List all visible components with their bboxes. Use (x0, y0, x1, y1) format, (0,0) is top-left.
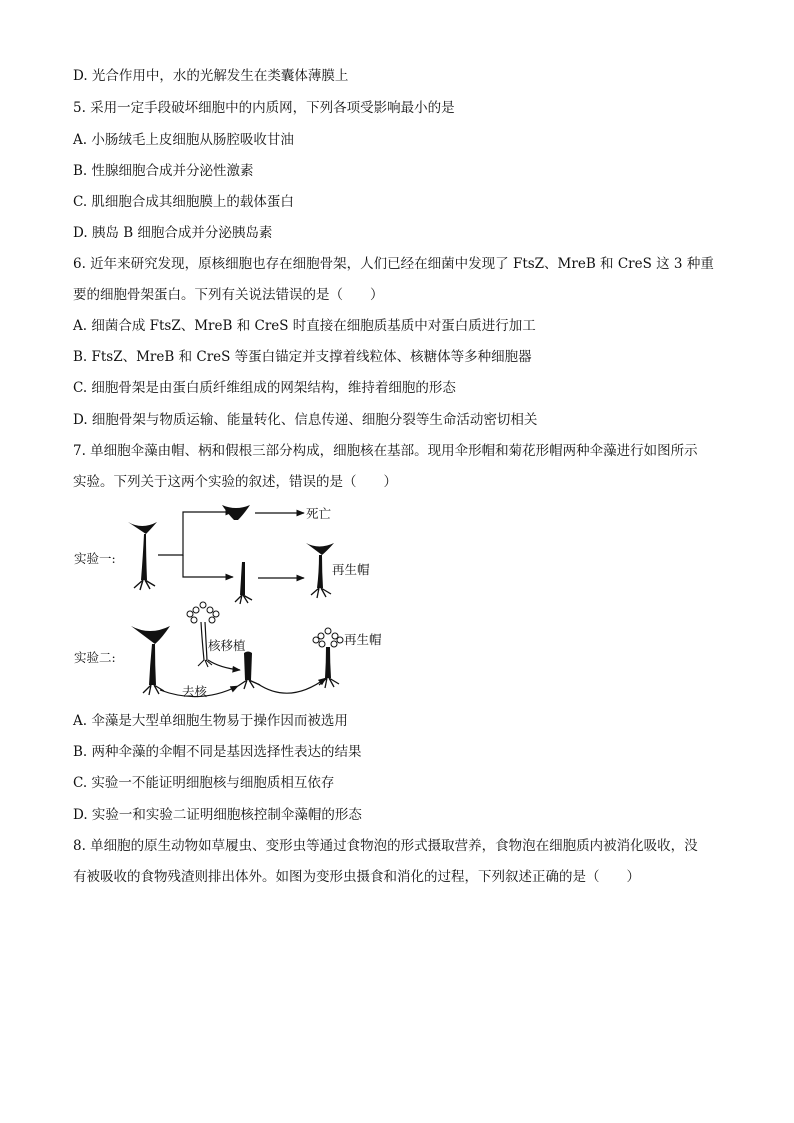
acetabularia-experiment-figure (70, 500, 400, 705)
q5-option-c: C. 肌细胞合成其细胞膜上的载体蛋白 (73, 194, 294, 210)
q6-option-d: D. 细胞骨架与物质运输、能量转化、信息传递、细胞分裂等生命活动密切相关 (73, 412, 538, 428)
q8-stem-line2: 有被吸收的食物残渣则排出体外。如图为变形虫摄食和消化的过程，下列叙述正确的是（ ） (73, 869, 640, 885)
q7-option-a: A. 伞藻是大型单细胞生物易于操作因而被选用 (73, 713, 348, 729)
nucleus-transplant-label: 核移植 (208, 638, 246, 653)
q6-option-a: A. 细菌合成 FtsZ、MreB 和 CreS 时直接在细胞质基质中对蛋白质进行加工 (73, 318, 536, 334)
q5-stem: 5. 采用一定手段破坏细胞中的内质网，下列各项受影响最小的是 (73, 100, 455, 116)
exp1-regenerated-alga (306, 543, 334, 598)
exp2-regenerated-alga (313, 628, 343, 688)
q8-stem-line1: 8. 单细胞的原生动物如草履虫、变形虫等通过食物泡的形式摄取营养，食物泡在细胞质内被消化吸收，没 (73, 838, 698, 854)
q5-option-d: D. 胰岛 B 细胞合成并分泌胰岛素 (73, 225, 273, 241)
regenerated-cap-label-1: 再生帽 (332, 562, 370, 577)
q5-option-a: A. 小肠绒毛上皮细胞从肠腔吸收甘油 (73, 132, 294, 148)
q4-option-d: D. 光合作用中，水的光解发生在类囊体薄膜上 (73, 68, 349, 84)
q7-option-b: B. 两种伞藻的伞帽不同是基因选择性表达的结果 (73, 744, 362, 760)
exp1-stalk-rhizoid (235, 562, 252, 604)
q6-option-c: C. 细胞骨架是由蛋白质纤维组成的网架结构，维持着细胞的形态 (73, 380, 456, 396)
exp2-recipient-stalk (238, 652, 260, 690)
experiment-1-label: 实验一: (74, 551, 116, 566)
death-label: 死亡 (306, 506, 332, 521)
experiment-2-label: 实验二: (74, 650, 116, 665)
exp1-umbrella-alga (128, 522, 157, 590)
regenerated-cap-label-2: 再生帽 (344, 632, 382, 647)
q7-stem-line2: 实验。下列关于这两个实验的叙述，错误的是（ ） (73, 474, 397, 490)
q5-option-b: B. 性腺细胞合成并分泌性激素 (73, 163, 254, 179)
exp2-umbrella-alga (131, 626, 170, 695)
q6-stem-line1: 6. 近年来研究发现，原核细胞也存在细胞骨架，人们已经在细菌中发现了 FtsZ、MreB 和 CreS 这 3 种重 (73, 256, 714, 272)
q7-option-d: D. 实验一和实验二证明细胞核控制伞藻帽的形态 (73, 807, 362, 823)
q6-stem-line2: 要的细胞骨架蛋白。下列有关说法错误的是（ ） (73, 287, 384, 303)
q7-option-c: C. 实验一不能证明细胞核与细胞质相互依存 (73, 775, 335, 791)
exp2-chrysanthemum-alga (187, 602, 219, 667)
enucleation-label: 去核 (182, 684, 208, 699)
q6-option-b: B. FtsZ、MreB 和 CreS 等蛋白锚定并支撑着线粒体、核糖体等多种细胞器 (73, 349, 532, 365)
q7-stem-line1: 7. 单细胞伞藻由帽、柄和假根三部分构成，细胞核在基部。现用伞形帽和菊花形帽两种伞藻进行如图所示 (73, 443, 698, 459)
